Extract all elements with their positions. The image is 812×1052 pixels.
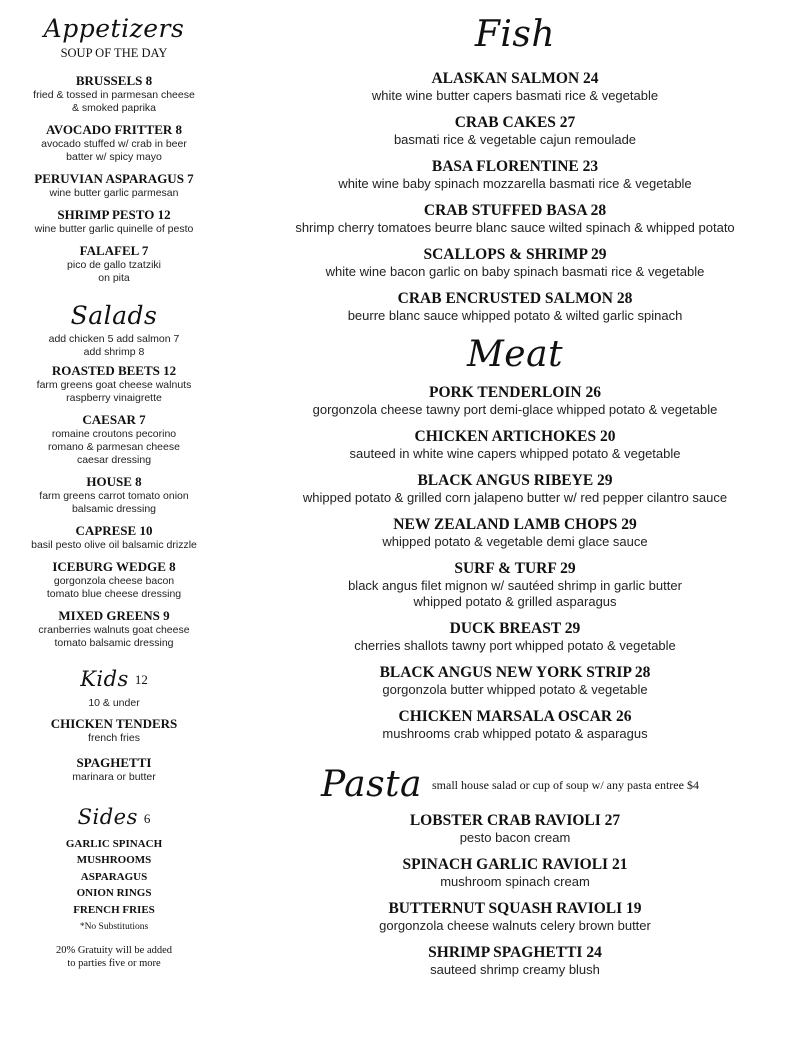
gratuity-note: 20% Gratuity will be added bbox=[55, 945, 173, 957]
meat-section bbox=[262, 334, 768, 742]
item-desc: french fries bbox=[88, 732, 140, 745]
item-desc: marinara or butter bbox=[72, 771, 156, 784]
kids-price: 12 bbox=[134, 672, 148, 688]
item-name: MIXED GREENS 9 bbox=[58, 608, 170, 623]
item-desc: white wine baby spinach mozzarella basmati rice & vegetable bbox=[338, 176, 692, 191]
gratuity-note: to parties five or more bbox=[67, 958, 161, 970]
item-name: ALASKAN SALMON 24 bbox=[431, 70, 599, 87]
appetizers-heading: Appetizers bbox=[43, 14, 185, 43]
item-name: LOBSTER CRAB RAVIOLI 27 bbox=[409, 812, 621, 829]
salad-addons: add chicken 5 add salmon 7 bbox=[48, 333, 180, 345]
item-desc: beurre blanc sauce whipped potato & wilted garlic spinach bbox=[347, 308, 683, 323]
side-item: GARLIC SPINACH bbox=[65, 837, 163, 850]
menu-item bbox=[0, 73, 228, 115]
side-item: FRENCH FRIES bbox=[73, 903, 155, 916]
menu-item bbox=[0, 608, 228, 650]
menu-item bbox=[262, 516, 768, 550]
menu-item bbox=[262, 70, 768, 104]
item-desc: cherries shallots tawny port whipped potato & vegetable bbox=[354, 638, 676, 653]
fish-heading: Fish bbox=[474, 14, 556, 55]
item-name: SPAGHETTI bbox=[76, 755, 152, 771]
pasta-section bbox=[262, 764, 768, 978]
item-name: BLACK ANGUS NEW YORK STRIP 28 bbox=[379, 664, 651, 681]
item-name: DUCK BREAST 29 bbox=[449, 620, 581, 637]
item-desc: white wine bacon garlic on baby spinach basmati rice & vegetable bbox=[325, 264, 705, 279]
menu-item bbox=[262, 620, 768, 654]
item-name: PERUVIAN ASPARAGUS 7 bbox=[34, 171, 194, 186]
item-desc: cranberries walnuts goat cheese bbox=[38, 624, 190, 636]
item-desc: on pita bbox=[98, 272, 130, 284]
item-name: SHRIMP PESTO 12 bbox=[57, 207, 171, 222]
menu-item bbox=[0, 207, 228, 236]
item-desc: sauteed in white wine capers whipped potato & vegetable bbox=[349, 446, 681, 461]
item-desc: avocado stuffed w/ crab in beer bbox=[41, 138, 187, 150]
fish-section bbox=[262, 14, 768, 324]
item-desc: farm greens carrot tomato onion bbox=[39, 490, 189, 502]
item-name: CRAB ENCRUSTED SALMON 28 bbox=[397, 290, 633, 307]
item-desc: romaine croutons pecorino bbox=[51, 428, 177, 440]
right-column bbox=[262, 14, 768, 988]
item-desc: whipped potato & grilled asparagus bbox=[413, 594, 617, 609]
item-desc: gorgonzola cheese walnuts celery brown butter bbox=[379, 918, 651, 933]
item-name: BASA FLORENTINE 23 bbox=[431, 158, 599, 175]
menu-item bbox=[262, 158, 768, 192]
item-desc: basmati rice & vegetable cajun remoulade bbox=[393, 132, 637, 147]
item-desc: gorgonzola cheese tawny port demi-glace whipped potato & vegetable bbox=[312, 402, 718, 417]
kids-heading-row bbox=[0, 664, 228, 695]
item-name: NEW ZEALAND LAMB CHOPS 29 bbox=[393, 516, 637, 533]
item-name: BLACK ANGUS RIBEYE 29 bbox=[417, 472, 613, 489]
menu-item bbox=[0, 363, 228, 405]
menu-item bbox=[0, 243, 228, 285]
item-desc: mushrooms crab whipped potato & asparagus bbox=[382, 726, 648, 741]
item-name: CHICKEN TENDERS bbox=[50, 716, 178, 732]
item-name: HOUSE 8 bbox=[86, 474, 142, 489]
item-desc: & smoked paprika bbox=[71, 102, 157, 114]
side-item: MUSHROOMS bbox=[76, 854, 152, 867]
item-name: CRAB CAKES 27 bbox=[454, 114, 576, 131]
menu-item bbox=[0, 755, 228, 784]
item-name: SCALLOPS & SHRIMP 29 bbox=[423, 246, 607, 263]
item-desc: mushroom spinach cream bbox=[440, 874, 590, 889]
menu-item bbox=[262, 384, 768, 418]
item-name: BRUSSELS 8 bbox=[75, 73, 153, 88]
left-column bbox=[0, 14, 228, 970]
no-substitutions-note: *No Substitutions bbox=[79, 922, 149, 933]
item-desc: white wine butter capers basmati rice & vegetable bbox=[371, 88, 659, 103]
item-desc: gorgonzola cheese bacon bbox=[53, 575, 175, 587]
item-name: CRAB STUFFED BASA 28 bbox=[423, 202, 607, 219]
item-desc: wine butter garlic parmesan bbox=[49, 187, 179, 199]
item-desc: whipped potato & vegetable demi glace sauce bbox=[382, 534, 648, 549]
sides-list bbox=[0, 836, 228, 919]
item-desc: tomato balsamic dressing bbox=[54, 637, 174, 649]
item-name: ICEBURG WEDGE 8 bbox=[52, 559, 176, 574]
kids-heading: Kids bbox=[80, 667, 129, 691]
item-desc: whipped potato & grilled corn jalapeno butter w/ red pepper cilantro sauce bbox=[302, 490, 728, 505]
item-desc: romano & parmesan cheese bbox=[48, 441, 180, 453]
sides-section bbox=[0, 802, 228, 970]
menu-item bbox=[262, 202, 768, 236]
item-desc: batter w/ spicy mayo bbox=[66, 151, 162, 163]
item-name: BUTTERNUT SQUASH RAVIOLI 19 bbox=[388, 900, 642, 917]
pasta-note: small house salad or cup of soup w/ any pasta entree $4 bbox=[432, 777, 699, 792]
menu-item bbox=[262, 856, 768, 890]
sides-price: 6 bbox=[143, 810, 151, 826]
menu-item bbox=[262, 114, 768, 148]
soup-of-the-day: SOUP OF THE DAY bbox=[60, 46, 168, 60]
item-name: PORK TENDERLOIN 26 bbox=[429, 384, 601, 401]
item-desc: farm greens goat cheese walnuts bbox=[36, 379, 192, 391]
menu-item bbox=[262, 560, 768, 610]
side-item: ASPARAGUS bbox=[80, 870, 148, 883]
item-desc: caesar dressing bbox=[76, 454, 152, 466]
appetizers-section bbox=[0, 14, 228, 285]
item-name: ROASTED BEETS 12 bbox=[51, 363, 177, 378]
menu-item bbox=[0, 716, 228, 745]
item-name: SURF & TURF 29 bbox=[454, 560, 576, 577]
item-desc: pesto bacon cream bbox=[459, 830, 571, 845]
item-name: CHICKEN ARTICHOKES 20 bbox=[414, 428, 616, 445]
salads-section bbox=[0, 301, 228, 650]
menu-item bbox=[0, 412, 228, 467]
item-desc: shrimp cherry tomatoes beurre blanc sauce wilted spinach & whipped potato bbox=[295, 220, 735, 235]
menu-item bbox=[262, 944, 768, 978]
menu-item bbox=[262, 900, 768, 934]
menu-item bbox=[0, 171, 228, 200]
menu-item bbox=[0, 523, 228, 552]
meat-heading: Meat bbox=[466, 334, 564, 375]
item-name: SHRIMP SPAGHETTI 24 bbox=[428, 944, 602, 961]
salad-addons: add shrimp 8 bbox=[83, 346, 145, 358]
item-name: SPINACH GARLIC RAVIOLI 21 bbox=[402, 856, 628, 873]
menu-item bbox=[262, 290, 768, 324]
item-desc: black angus filet mignon w/ sautéed shrimp in garlic butter bbox=[348, 578, 682, 593]
item-desc: raspberry vinaigrette bbox=[66, 392, 162, 404]
item-desc: pico de gallo tzatziki bbox=[67, 259, 161, 271]
menu-item bbox=[0, 122, 228, 164]
item-desc: wine butter garlic quinelle of pesto bbox=[34, 223, 194, 235]
salads-heading: Salads bbox=[70, 301, 158, 330]
menu-item bbox=[262, 708, 768, 742]
menu-item bbox=[0, 474, 228, 516]
item-name: FALAFEL 7 bbox=[79, 243, 149, 258]
sides-heading: Sides bbox=[77, 805, 138, 830]
item-name: CAPRESE 10 bbox=[75, 523, 153, 538]
kids-age: 10 & under bbox=[88, 697, 140, 710]
item-desc: tomato blue cheese dressing bbox=[46, 588, 182, 600]
menu-item bbox=[262, 428, 768, 462]
menu-item bbox=[262, 246, 768, 280]
item-name: CHICKEN MARSALA OSCAR 26 bbox=[398, 708, 632, 725]
side-item: ONION RINGS bbox=[76, 887, 152, 900]
item-desc: fried & tossed in parmesan cheese bbox=[33, 89, 195, 101]
menu-item bbox=[262, 812, 768, 846]
item-name: AVOCADO FRITTER 8 bbox=[45, 122, 183, 137]
item-desc: balsamic dressing bbox=[71, 503, 157, 515]
item-name: CAESAR 7 bbox=[82, 412, 146, 427]
item-desc: sauteed shrimp creamy blush bbox=[430, 962, 600, 977]
menu-item bbox=[262, 472, 768, 506]
kids-section bbox=[0, 664, 228, 784]
menu-item bbox=[262, 664, 768, 698]
menu-item bbox=[0, 559, 228, 601]
item-desc: gorgonzola butter whipped potato & vegetable bbox=[382, 682, 648, 697]
pasta-heading: Pasta bbox=[321, 764, 423, 805]
sides-heading-row bbox=[0, 802, 228, 833]
item-desc: basil pesto olive oil balsamic drizzle bbox=[31, 539, 197, 551]
pasta-heading-row bbox=[252, 764, 768, 806]
